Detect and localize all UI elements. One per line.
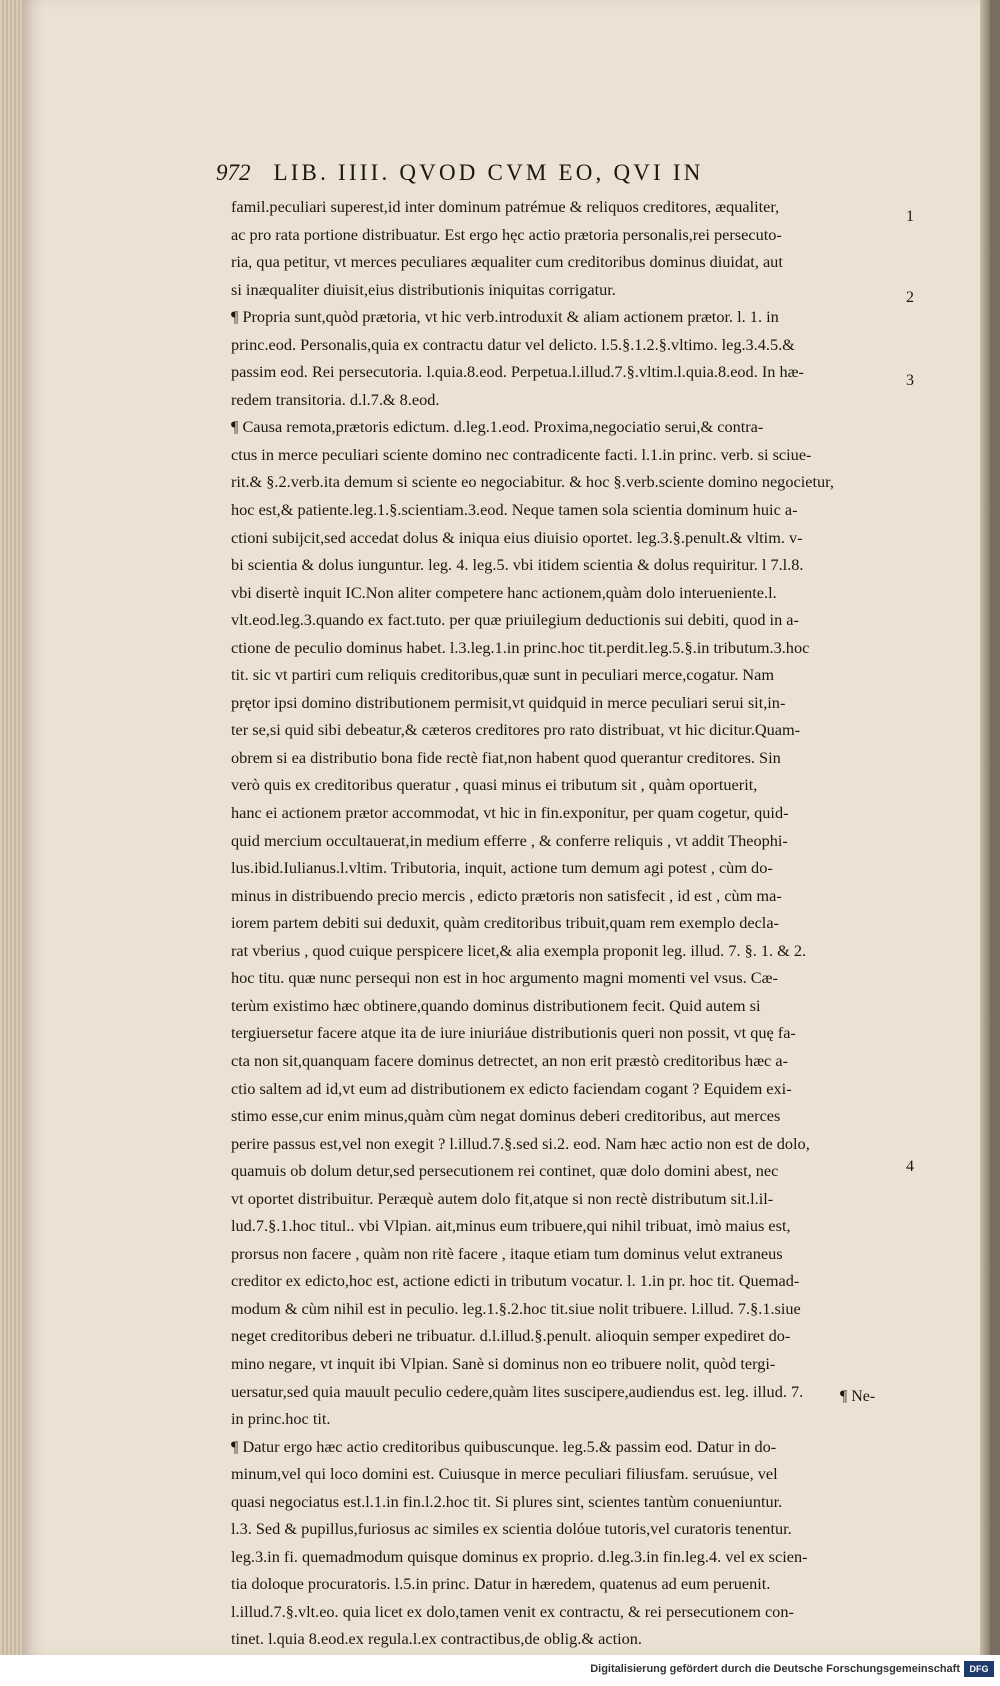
text-line: tinet. l.quia 8.eod.ex regula.l.ex contractibus,de oblig.& action.	[231, 1629, 642, 1649]
margin-number-2: 2	[906, 289, 914, 306]
margin-number-3: 3	[906, 372, 914, 389]
text-line: si inæqualiter diuisit,eius distributionis iniquitas corrigatur.	[231, 279, 616, 299]
text-line: in princ.hoc tit.	[231, 1409, 331, 1429]
text-line: l.illud.7.§.vlt.eo. quia licet ex dolo,tamen venit ex contractu, & rei persecutionem con-	[231, 1601, 794, 1621]
text-line: prętor ipsi domino distributionem permisit,vt quidquid in merce peculiari serui sit,in-	[231, 692, 786, 712]
text-line: ¶ Propria sunt,quòd prætoria, vt hic verb.introduxit & aliam actionem prætor. l. 1. in	[231, 307, 779, 327]
text-line: ctione de peculio dominus habet. l.3.leg.1.in princ.hoc tit.perdit.leg.5.§.in tributum.3.hoc	[231, 637, 810, 657]
text-line: ¶ Datur ergo hæc actio creditoribus quibuscunque. leg.5.& passim eod. Datur in do-	[231, 1436, 777, 1456]
text-line: vbi disertè inquit IC.Non aliter competere hanc actionem,quàm dolo interueniente.l.	[231, 582, 777, 602]
text-line: hanc ei actionem prætor accommodat, vt hic in fin.exponitur, per quam cogetur, quid-	[231, 803, 789, 823]
text-line: ctioni subijcit,sed accedat dolus & iniqua eius diuisio oportet. leg.3.§.penult.& vltim. v-	[231, 527, 803, 547]
text-line: vlt.eod.leg.3.quando ex fact.tuto. per quæ priuilegium deductionis sui debiti, quod in a-	[231, 610, 799, 630]
text-line: l.3. Sed & pupillus,furiosus ac similes ex scientia dolóue tutoris,vel curatoris tenentur.	[231, 1519, 792, 1539]
margin-number-4: 4	[906, 1158, 914, 1175]
text-line: vt oportet distribuitur. Peræquè autem dolo fit,atque si non rectè distributum sit.l.il-	[231, 1188, 774, 1208]
text-line: mino negare, vt inquit ibi Vlpian. Sanè si dominus non eo tribuere nolit, quòd tergi-	[231, 1353, 776, 1373]
text-line: ac pro rata portione distribuatur. Est ergo hęc actio prætoria personalis,rei persecuto-	[231, 224, 782, 244]
text-line: tit. sic vt partiri cum reliquis creditoribus,quæ sunt in peculiari merce,cogatur. Nam	[231, 665, 775, 685]
text-line: stimo esse,cur enim minus,quàm cùm negat dominus deberi creditoribus, aut merces	[231, 1106, 781, 1126]
text-line: leg.3.in fi. quemadmodum quisque dominus ex proprio. d.leg.3.in fin.leg.4. vel ex scien-	[231, 1546, 808, 1566]
text-line: ¶ Causa remota,prætoris edictum. d.leg.1.eod. Proxima,negociatio serui,& contra-	[231, 417, 764, 437]
text-line: cta non sit,quanquam facere dominus detrectet, an non erit præstò creditoribus hæc a-	[231, 1050, 789, 1070]
page-right-shadow	[980, 0, 990, 1655]
running-title: LIB. IIII. QVOD CVM EO, QVI IN	[273, 160, 704, 185]
text-line: iorem partem debiti sui deduxit, quàm creditoribus tribuit,quam rem exemplo decla-	[231, 913, 779, 933]
text-line: modum & cùm nihil est in peculio. leg.1.§.2.hoc tit.siue nolit tribuere. l.illud. 7.§.1.siue	[231, 1298, 801, 1318]
text-line: quid mercium occultauerat,in medium efferre , & conferre reliquis , vt addit Theophi-	[231, 830, 788, 850]
text-line: neget creditoribus deberi ne tribuatur. d.l.illud.§.penult. alioquin semper expediret do-	[231, 1326, 791, 1346]
text-line: redem transitoria. d.l.7.& 8.eod.	[231, 389, 440, 409]
text-line: rit.& §.2.verb.ita demum si sciente eo negociabitur. & hoc §.verb.sciente domino negocietur,	[231, 472, 834, 492]
text-line: tia doloque procuratoris. l.5.in princ. Datur in hæredem, quatenus ad eum peruenit.	[231, 1574, 771, 1594]
text-line: ctio saltem ad id,vt eum ad distributionem ex edicto faciendam cogant ? Equidem exi-	[231, 1078, 792, 1098]
page-number: 972	[216, 160, 251, 185]
text-line: quamuis ob dolum detur,sed persecutionem rei continet, quæ dolo domini abest, nec	[231, 1161, 779, 1181]
text-line: minus in distribuendo precio mercis , edicto prætoris non satisfecit , id est , cùm ma-	[231, 885, 782, 905]
footer-credit: Digitalisierung gefördert durch die Deutsche Forschungsgemeinschaft	[590, 1663, 960, 1675]
catchword: ¶ Ne-	[840, 1388, 876, 1405]
text-line: uersatur,sed quia mauult peculio cedere,quàm lites suscipere,audiendus est. leg. illud. 7.	[231, 1381, 804, 1401]
text-line: princ.eod. Personalis,quia ex contractu datur vel delicto. l.5.§.1.2.§.vltimo. leg.3.4.5.&	[231, 334, 795, 354]
text-line: verò quis ex creditoribus queratur , quasi minus ei tributum sit , quàm oportuerit,	[231, 775, 758, 795]
text-line: hoc est,& patiente.leg.1.§.scientiam.3.eod. Neque tamen sola scientia dominum huic a-	[231, 500, 798, 520]
text-line: ter se,si quid sibi debeatur,& cæteros creditores pro rato distribuat, vt hic dicitur.Quam-	[231, 720, 801, 740]
running-head	[216, 160, 936, 186]
text-line: passim eod. Rei persecutoria. l.quia.8.eod. Perpetua.l.illud.7.§.vltim.l.quia.8.eod. In hæ-	[231, 362, 804, 382]
text-line: tergiuersetur facere atque ita de iure iniuriáue distributionis queri non possit, vt quę fa-	[231, 1023, 796, 1043]
text-line: hoc titu. quæ nunc persequi non est in hoc argumento magni momenti vel vsus. Cæ-	[231, 968, 778, 988]
text-line: rat vberius , quod cuique perspicere licet,& alia exempla proponit leg. illud. 7. §. 1. & 2.	[231, 940, 807, 960]
margin-number-1: 1	[906, 208, 914, 225]
text-line: minum,vel qui loco domini est. Cuiusque in merce peculiari filiusfam. seruúsue, vel	[231, 1464, 778, 1484]
text-line: lud.7.§.1.hoc titul.. vbi Vlpian. ait,minus eum tribuere,qui nihil tribuat, imò maius est,	[231, 1216, 791, 1236]
text-line: ctus in merce peculiari sciente domino nec contradicente facti. l.1.in princ. verb. si sciue-	[231, 444, 812, 464]
text-line: perire passus est,vel non exegit ? l.illud.7.§.sed si.2. eod. Nam hæc actio non est de dolo,	[231, 1133, 810, 1153]
text-line: terùm existimo hæc obtinere,quando dominus distributionem fecit. Quid autem si	[231, 995, 761, 1015]
body-text	[231, 193, 896, 1653]
text-line: quasi negociatus est.l.1.in fin.l.2.hoc tit. Si plures sint, scientes tantùm conueniuntur.	[231, 1491, 783, 1511]
text-line: prorsus non facere , quàm non ritè facere , itaque etiam tum dominus velut extraneus	[231, 1243, 783, 1263]
text-line: ria, qua petitur, vt merces peculiares æqualiter cum creditoribus dominus diuidat, aut	[231, 252, 783, 272]
footer-bar	[0, 1655, 1000, 1686]
text-line: obrem si ea distributio bona fide rectè fiat,non habent quod querantur creditores. Sin	[231, 747, 781, 767]
text-line: bi scientia & dolus iunguntur. leg. 4. leg.5. vbi itidem scientia & dolus requiritur. l 7.l.8.	[231, 555, 804, 575]
text-line: lus.ibid.Iulianus.l.vltim. Tributoria, inquit, actione tum demum agi potest , cùm do-	[231, 858, 773, 878]
text-line: creditor ex edicto,hoc est, actione edicti in tributum vocatur. l. 1.in pr. hoc tit. Quemad-	[231, 1271, 800, 1291]
text-line: famil.peculiari superest,id inter dominum patrémue & reliquos creditores, æqualiter,	[231, 197, 780, 216]
page-stack-edge	[0, 0, 22, 1655]
dfg-logo-icon: DFG	[964, 1661, 994, 1677]
